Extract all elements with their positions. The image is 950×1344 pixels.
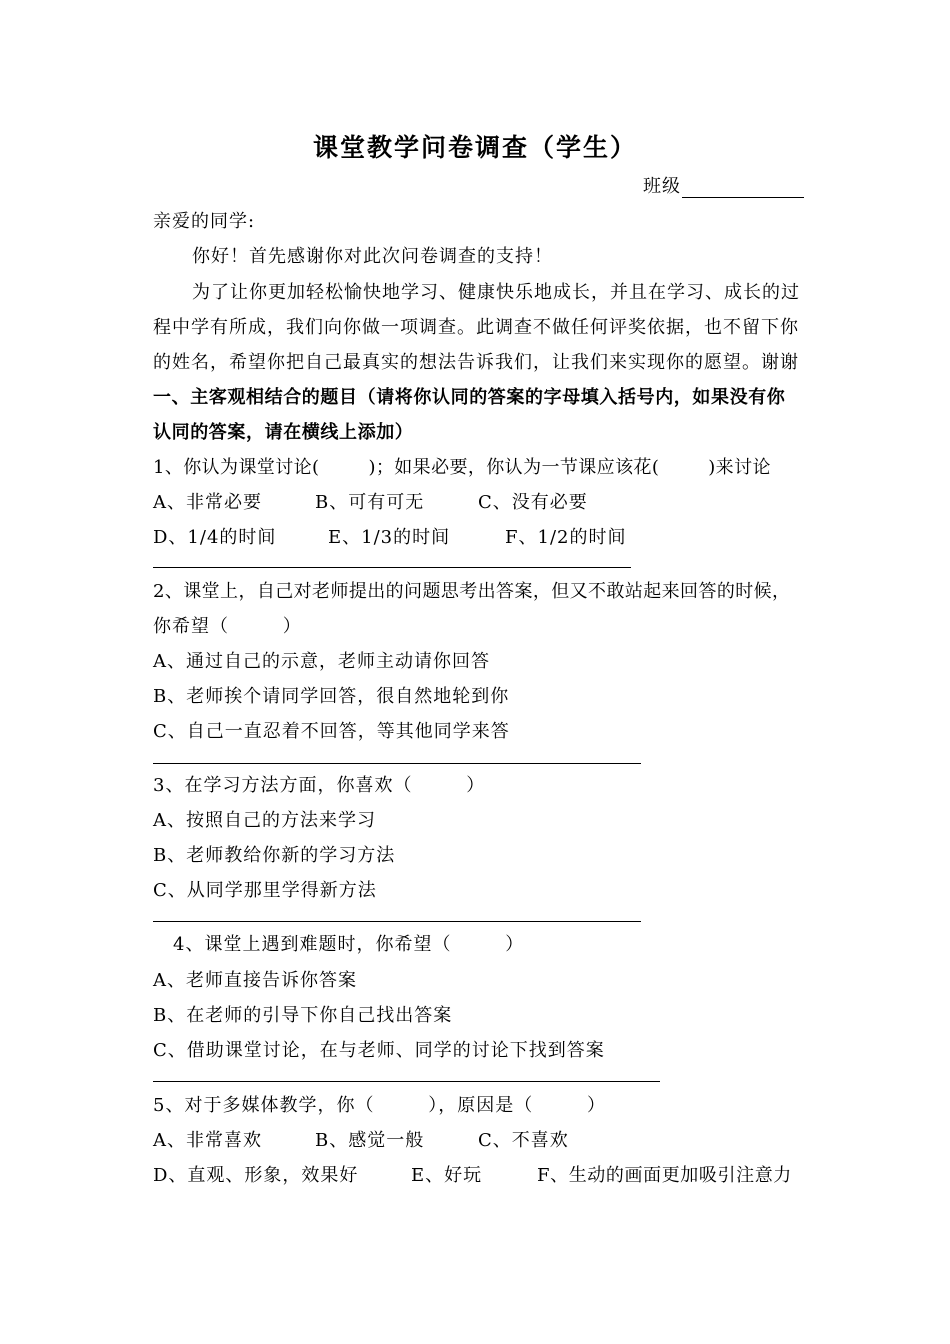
question-2-text: 你希望（ ） (153, 616, 302, 637)
question-1-option: A、非常必要 (153, 492, 262, 513)
question-5-option: C、不喜欢 (478, 1130, 569, 1151)
question-3-option: A、按照自己的方法来学习 (153, 810, 376, 831)
section-heading: 认同的答案，请在横线上添加） (153, 422, 414, 443)
question-2-option: A、通过自己的示意，老师主动请你回答 (153, 651, 490, 672)
intro-line: 你好！首先感谢你对此次问卷调查的支持！ (192, 246, 553, 267)
question-4-option: B、在老师的引导下你自己找出答案 (153, 1005, 453, 1026)
answer-blank-line (153, 763, 641, 764)
question-3-text: 3、在学习方法方面，你喜欢（ ） (153, 775, 486, 796)
section-heading: 一、主客观相结合的题目（请将你认同的答案的字母填入括号内，如果没有你 (153, 387, 786, 408)
question-4-option: A、老师直接告诉你答案 (153, 970, 357, 991)
class-label: 班级 (643, 176, 681, 197)
question-1-option: F、1/2的时间 (505, 527, 627, 548)
intro-line: 的姓名，希望你把自己最真实的想法告诉我们，让我们来实现你的愿望。谢谢 (153, 352, 799, 373)
question-5-option: F、生动的画面更加吸引注意力 (537, 1165, 792, 1186)
question-3-option: C、从同学那里学得新方法 (153, 880, 377, 901)
question-5-option: D、直观、形象，效果好 (153, 1165, 359, 1186)
question-1-option: D、1/4的时间 (153, 527, 277, 548)
question-4-option: C、借助课堂讨论，在与老师、同学的讨论下找到答案 (153, 1040, 605, 1061)
question-5-option: E、好玩 (411, 1165, 483, 1186)
question-1-option: B、可有可无 (315, 492, 425, 513)
question-3-option: B、老师教给你新的学习方法 (153, 845, 396, 866)
question-1-option: C、没有必要 (478, 492, 588, 513)
answer-blank-line (153, 1081, 660, 1082)
question-5-text: 5、对于多媒体教学，你（ ），原因是（ ） (153, 1095, 606, 1116)
question-5-option: A、非常喜欢 (153, 1130, 262, 1151)
answer-blank-line (153, 921, 641, 922)
page-title: 课堂教学问卷调查（学生） (312, 133, 637, 162)
question-5-option: B、感觉一般 (315, 1130, 425, 1151)
question-1-text: 1、你认为课堂讨论( )；如果必要，你认为一节课应该花( )来讨论 (153, 457, 771, 478)
class-blank-line (682, 197, 804, 198)
intro-line: 为了让你更加轻松愉快地学习、健康快乐地成长，并且在学习、成长的过 (192, 282, 800, 303)
question-4-text: 4、课堂上遇到难题时，你希望（ ） (173, 934, 525, 955)
intro-line: 程中学有所成，我们向你做一项调查。此调查不做任何评奖依据，也不留下你 (153, 317, 799, 338)
question-2-option: C、自己一直忍着不回答，等其他同学来答 (153, 721, 510, 742)
answer-blank-line (153, 567, 631, 568)
question-2-option: B、老师挨个请同学回答，很自然地轮到你 (153, 686, 510, 707)
question-1-option: E、1/3的时间 (328, 527, 451, 548)
greeting: 亲爱的同学: (153, 211, 256, 232)
question-2-text: 2、课堂上，自己对老师提出的问题思考出答案，但又不敢站起来回答的时候， (153, 581, 791, 602)
